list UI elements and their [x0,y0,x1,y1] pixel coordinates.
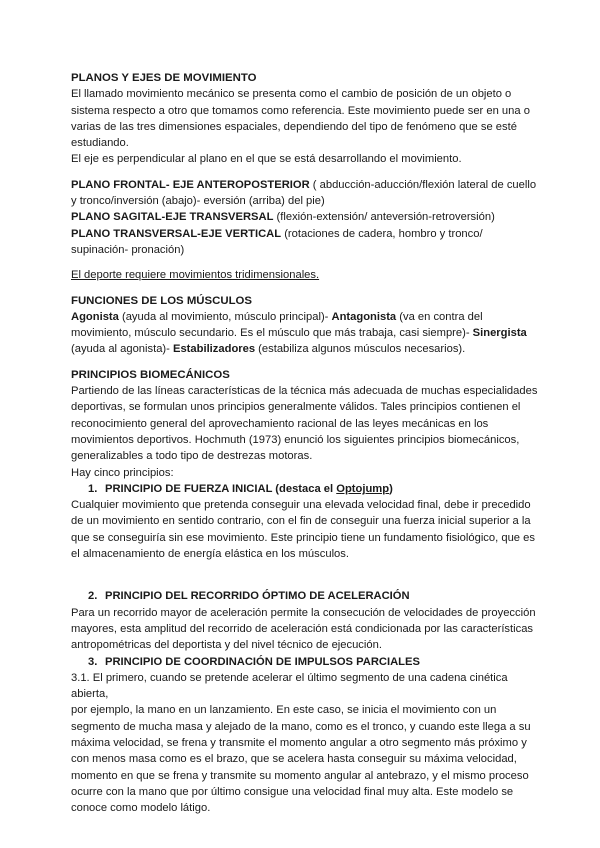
paragraph-eje: El eje es perpendicular al plano en el que se está desarrollando el movimiento. [71,153,462,166]
principle-1-title-end: ) [389,482,393,495]
principle-1-number: 1. [88,482,98,495]
optojump-link[interactable]: Optojump [336,482,390,495]
principle-3-body-1: 3.1. El primero, cuando se pretende acelerar el último segmento de una cadena cinética abierta, [71,671,508,701]
desc-sinergista: (ayuda al agonista)- [71,343,173,356]
term-sinergista: Sinergista [472,327,527,340]
plane-sagital-desc: (flexión-extensión/ anteversión-retroversión) [273,211,495,224]
principle-2-title: PRINCIPIO DEL RECORRIDO ÓPTIMO DE ACELERACIÓN [105,590,410,603]
principle-2-body: Para un recorrido mayor de aceleración permite la consecución de velocidades de proyección mayores, esta amplitud del recorrido de aceleración está condicionada por las características antropométricas del deportista y del nivel técnico de ejecución. [71,606,536,652]
plane-frontal-desc: ( abducción-aducción/flexión lateral de cuello y tronco/inversión (abajo)- eversión (arriba) del pie) [71,178,537,208]
principle-3-title: PRINCIPIO DE COORDINACIÓN DE IMPULSOS PARCIALES [105,655,420,668]
principle-2-heading [71,588,541,604]
principle-3-heading [71,654,541,670]
paragraph-cinco-principios: Hay cinco principios: [71,466,174,479]
section-title-funciones: FUNCIONES DE LOS MÚSCULOS [71,294,252,307]
paragraph-funciones [71,309,541,358]
principle-3-body-2: por ejemplo, la mano en un lanzamiento. En este caso, se inicia el movimiento con un segmento de mucha masa y alejado de la mano, como es el tronco, y cuando este llega a su máxima velocidad, se frena y transmite el momento angular a otro segmento más próximo y con menos masa como es el brazo, que se acelera hasta conseguir su máxima velocidad, momento en que se frena y transmite su momento angular al antebrazo, y el mismo proceso ocurre con la mano que por último consigue una velocidad final muy alta. Este modelo se conoce como modelo látigo. [71,704,531,815]
term-estabilizadores: Estabilizadores [173,343,256,356]
paragraph-movimiento: El llamado movimiento mecánico se presenta como el cambio de posición de un objeto o sistema respecto a otro que tomamos como referencia. Este movimiento puede ser en una o varias de las tres dimensiones espaciales, dependiendo del tipo de fenómeno que se esté estudiando. [71,88,530,150]
plane-transversal-desc: (rotaciones de cadera, hombro y tronco/ supinación- pronación) [71,227,483,256]
plane-sagital [71,209,541,225]
desc-antagonista: (va en contra del movimiento, músculo secundario. Es el músculo que más trabaja, casi siempre)- [71,310,483,340]
paragraph-principios: Partiendo de las líneas características de la técnica más adecuada de muchas especialidades deportivas, se formulan unos principios generalmente válidos. Tales principios contienen el reconocimiento general del aprovechamiento racional de las leyes mecánicas en los movimientos deportivos. Hochmuth (1973) enunció los siguientes principios biomecánicos, generalizables a todo tipo de destrezas motoras. [71,385,538,463]
section-title-principios: PRINCIPIOS BIOMECÁNICOS [71,368,230,381]
term-antagonista: Antagonista [331,310,397,323]
term-agonista: Agonista [71,310,119,323]
plane-transversal-name: PLANO TRANSVERSAL-EJE VERTICAL [71,227,282,240]
document-page [71,70,541,816]
plane-frontal-name: PLANO FRONTAL- EJE ANTEROPOSTERIOR [71,178,310,191]
principle-1-heading [71,481,541,497]
underlined-note: El deporte requiere movimientos tridimensionales. [71,269,320,282]
desc-agonista: (ayuda al movimiento, músculo principal)- [118,310,332,323]
section-title-planos: PLANOS Y EJES DE MOVIMIENTO [71,72,257,84]
plane-sagital-name: PLANO SAGITAL-EJE TRANSVERSAL [71,211,274,224]
principle-1-title: PRINCIPIO DE FUERZA INICIAL (destaca el [105,482,337,495]
desc-estabilizadores: (estabiliza algunos músculos necesarios). [255,343,466,356]
principle-1-body: Cualquier movimiento que pretenda conseguir una elevada velocidad final, debe ir precedido de un movimiento en sentido contrario, con el fin de conseguir una fuerza inicial superior a la que se conseguiría sin ese movimiento. Este principio tiene un fundamento fisiológico, que es el almacenamiento de energía elástica en los músculos. [71,499,535,561]
plane-transversal [71,226,541,259]
plane-frontal [71,177,541,210]
principle-2-number: 2. [88,590,98,603]
principle-3-number: 3. [88,655,98,668]
